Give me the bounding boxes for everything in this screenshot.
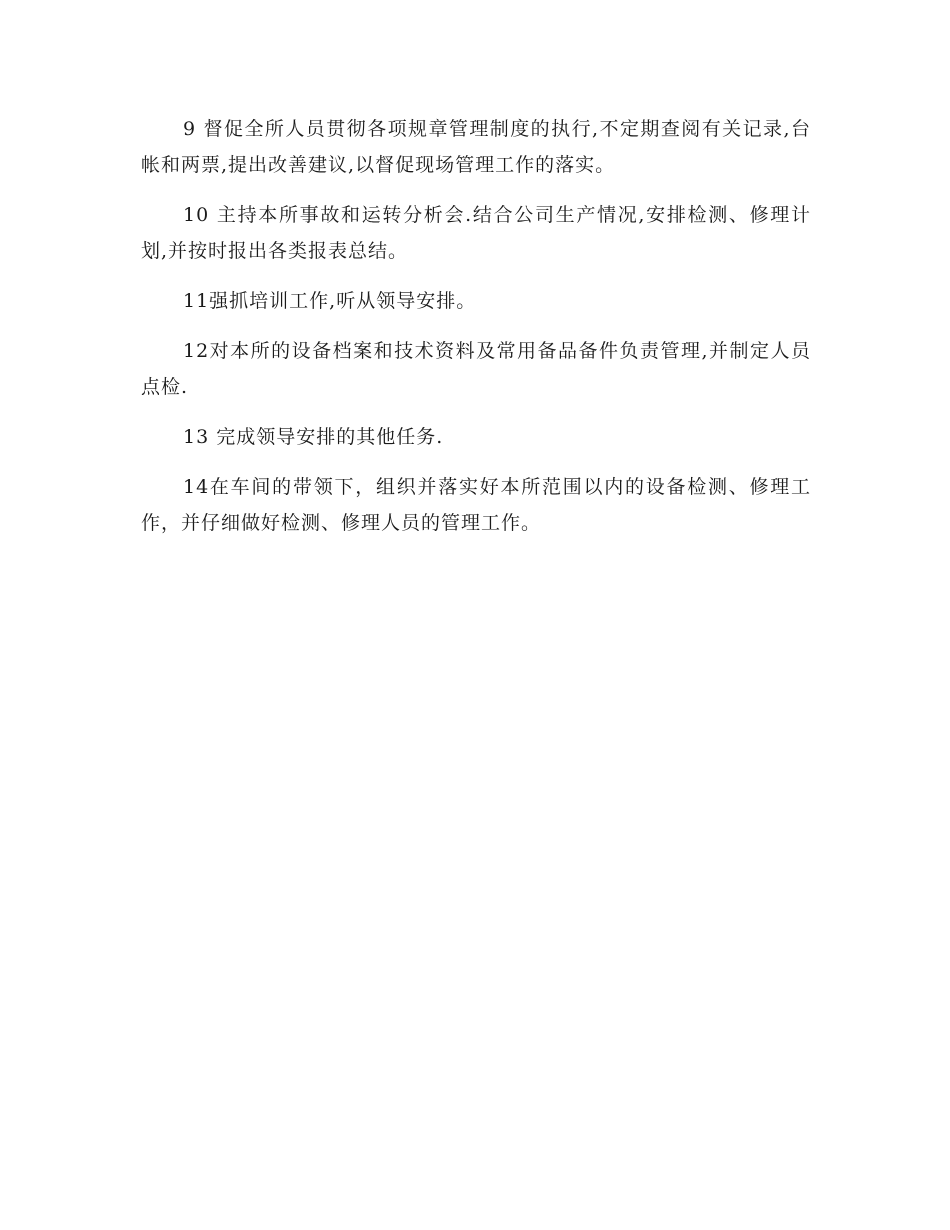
paragraph-item-13: 13 完成领导安排的其他任务.	[183, 426, 444, 448]
document-page	[141, 111, 811, 555]
paragraph-item-10: 10 主持本所事故和运转分析会.结合公司生产情况,安排检测、修理计划,并按时报出各类报表总结。	[141, 204, 811, 262]
paragraph-item-14: 14在车间的带领下，组织并落实好本所范围以内的设备检测、修理工作，并仔细做好检测、修理人员的管理工作。	[141, 476, 811, 534]
paragraph-item-12: 12对本所的设备档案和技术资料及常用备品备件负责管理,并制定人员点检.	[141, 340, 811, 398]
paragraph-item-9: 9 督促全所人员贯彻各项规章管理制度的执行,不定期查阅有关记录,台帐和两票,提出改善建议,以督促现场管理工作的落实。	[141, 118, 811, 176]
paragraph-item-11: 11强抓培训工作,听从领导安排。	[183, 290, 477, 312]
